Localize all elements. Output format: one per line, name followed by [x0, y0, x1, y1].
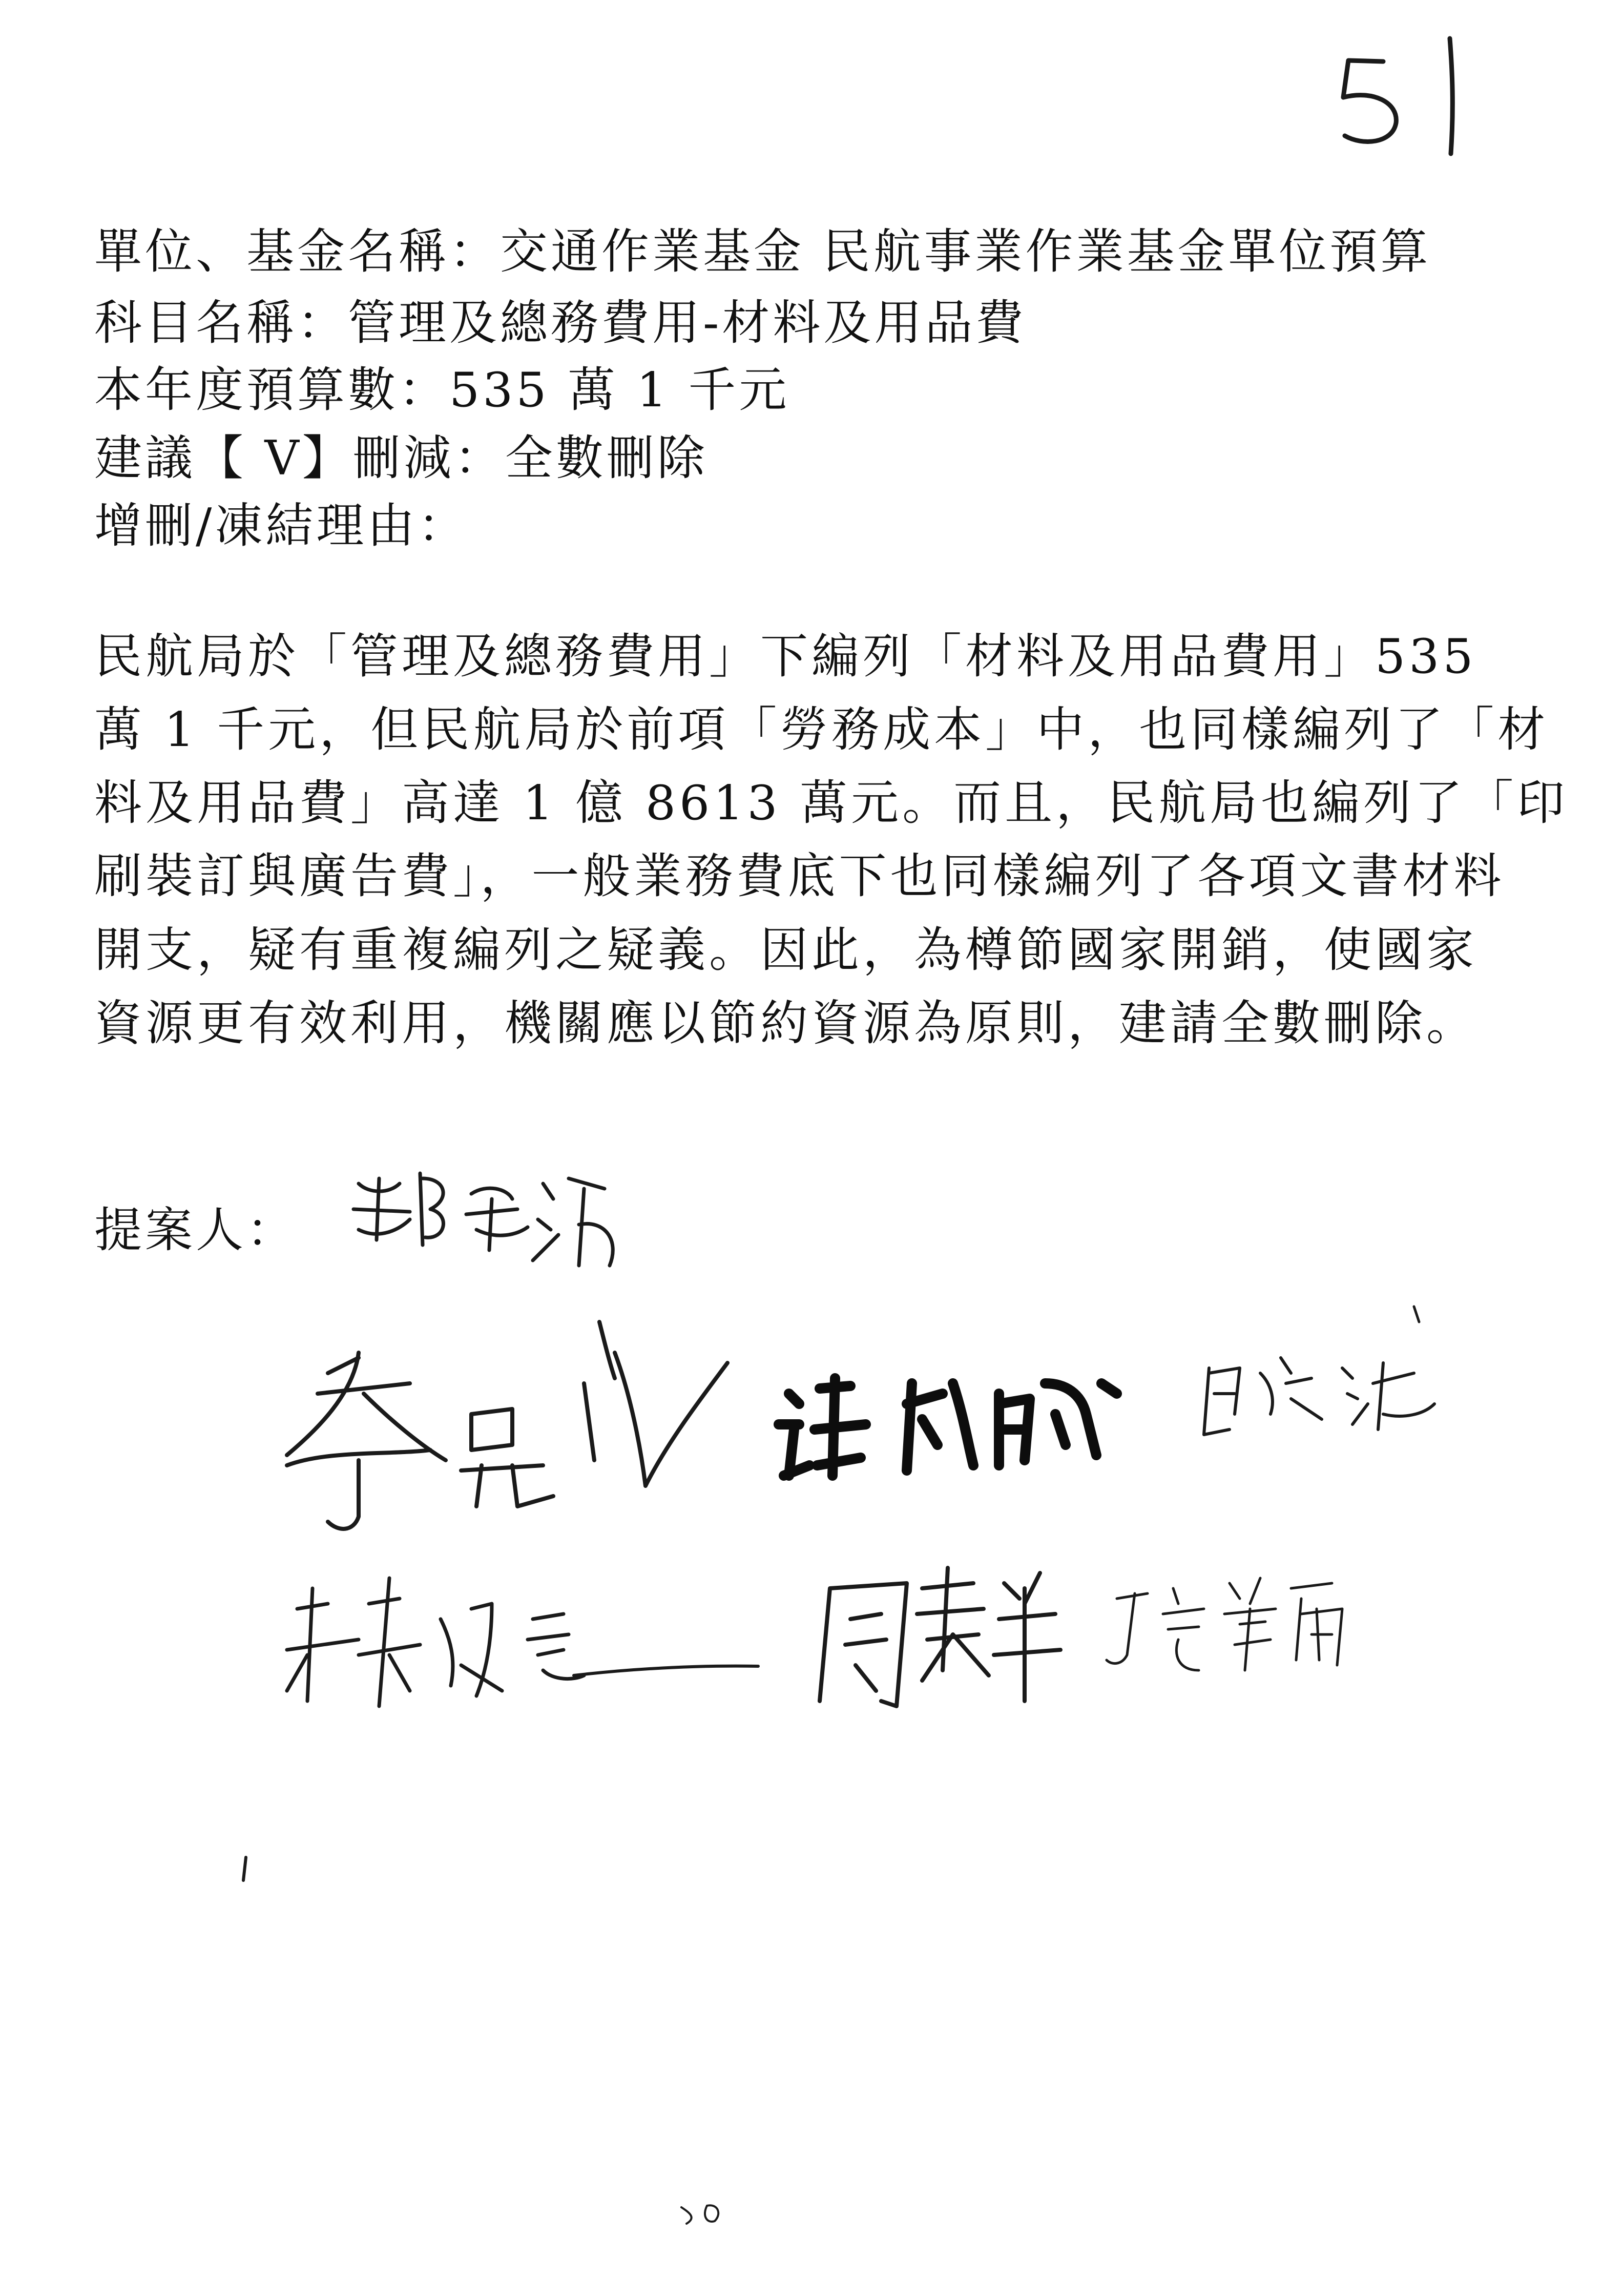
- stray-mark: [243, 1857, 246, 1880]
- reason-line: 刷裝訂與廣告費」，一般業務費底下也同樣編列了各項文書材料: [94, 848, 1505, 904]
- signature-2: [287, 1322, 727, 1529]
- signature-1: [353, 1173, 613, 1266]
- reason-label: 增刪/凍結理由：: [94, 498, 469, 553]
- reason-line: 萬 1 千元，但民航局於前項「勞務成本」中，也同樣編列了「材: [94, 702, 1549, 757]
- stray-mark: [681, 2205, 718, 2224]
- budget-amount: 本年度預算數：535 萬 1 千元: [94, 362, 790, 418]
- reason-line: 料及用品費」高達 1 億 8613 萬元。而且，民航局也編列了「印: [94, 775, 1569, 831]
- reason-line: 開支，疑有重複編列之疑義。因此，為樽節國家開銷，使國家: [94, 922, 1477, 978]
- suggestion: 建議【 V】刪減：全數刪除: [94, 430, 708, 486]
- signature-5: [287, 1578, 758, 1706]
- reason-line: 資源更有效利用，機關應以節約資源為原則，建請全數刪除。: [94, 996, 1477, 1051]
- signature-7: [1107, 1578, 1342, 1670]
- proposers-label: 提案人：: [94, 1203, 297, 1258]
- signature-6: [820, 1568, 1060, 1706]
- unit-fund-name: 單位、基金名稱：交通作業基金 民航事業作業基金單位預算: [94, 224, 1431, 279]
- signature-3: [779, 1378, 1117, 1476]
- subject-name: 科目名稱：管理及總務費用-材料及用品費: [94, 295, 1027, 350]
- signature-4: [1204, 1307, 1434, 1435]
- reason-line: 民航局於「管理及總務費用」下編列「材料及用品費用」535: [94, 629, 1477, 684]
